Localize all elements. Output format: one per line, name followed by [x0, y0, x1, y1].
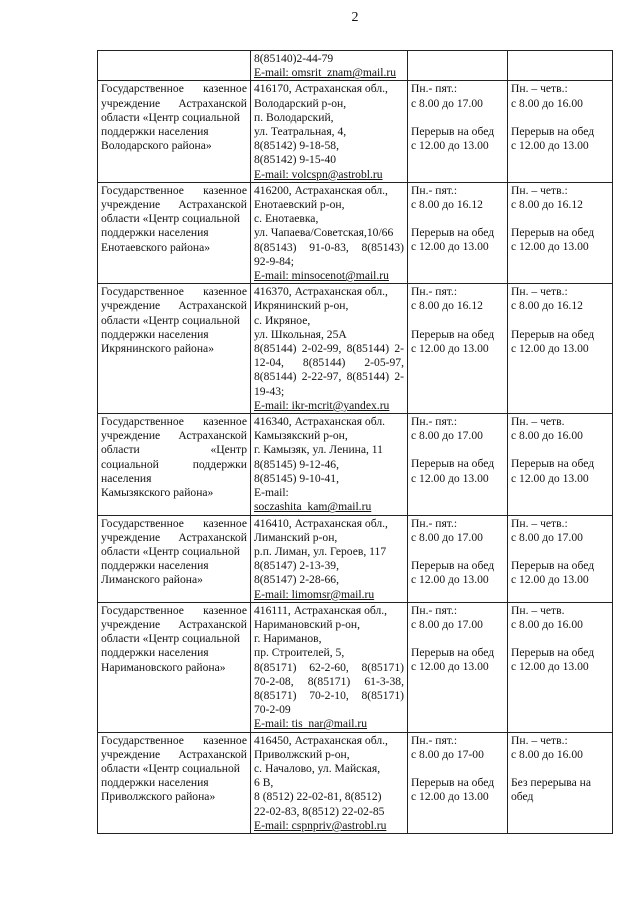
spacer	[411, 545, 504, 559]
address-line: 8(85147) 2-13-39,	[254, 559, 340, 573]
address-line: 92-9-84;	[254, 254, 294, 268]
address-line: 6 В,	[254, 776, 274, 790]
table-row	[98, 732, 613, 833]
work-days: Пн.- пят.:	[411, 603, 458, 617]
table-row	[98, 284, 613, 414]
lunch-break-label: Перерыв на обед	[511, 327, 595, 341]
lunch-break-label: Перерыв на обед	[411, 226, 495, 240]
spacer	[511, 443, 609, 457]
work-days: Пн.- пят.:	[411, 183, 458, 197]
address-line: 416450, Астраханская обл.,	[254, 733, 388, 747]
lunch-break-time: с 12.00 до 13.00	[411, 341, 489, 355]
address-line: 8(85147) 2-28-66,	[254, 573, 340, 587]
hours-cell	[408, 414, 508, 515]
lunch-break-label: Без перерыва на	[511, 775, 592, 789]
org-name-line: Государственное казенное	[101, 415, 247, 429]
email-link[interactable]: E-mail: limomsr@mail.ru	[254, 587, 375, 601]
hours-cell	[408, 515, 508, 602]
hours-cell	[408, 732, 508, 833]
address-line: ул. Театральная, 4,	[254, 125, 347, 139]
work-time: с 8.00 до 17.00	[411, 530, 483, 544]
address-line: 12-04, 8(85144) 2-05-97,	[254, 356, 404, 370]
address-line: р.п. Лиман, ул. Героев, 117	[254, 544, 387, 558]
work-days: Пн. – четв.	[511, 415, 565, 429]
org-name-line: поддержки населения	[101, 226, 209, 240]
spacer	[511, 632, 609, 646]
work-days: Пн.- пят.:	[411, 733, 458, 747]
spacer	[411, 111, 504, 125]
org-cell	[98, 182, 251, 283]
address-line: 8(85143) 91-0-83, 8(85143)	[254, 240, 404, 254]
lunch-break-time: с 12.00 до 13.00	[511, 341, 589, 355]
address-line: пр. Строителей, 5,	[254, 646, 345, 660]
address-line: 8(85171) 70-2-10, 8(85171)	[254, 688, 404, 702]
spacer	[511, 762, 609, 776]
org-name-line: области «Центр социальной	[101, 632, 240, 646]
address-cell	[251, 414, 408, 515]
address-line: Икрянинский р-он,	[254, 299, 349, 313]
address-line: 416170, Астраханская обл.,	[254, 82, 388, 96]
address-line: 8(85144) 2-22-97, 8(85144) 2-	[254, 370, 404, 384]
lunch-break-time: с 12.00 до 13.00	[511, 139, 589, 153]
table-row	[98, 182, 613, 283]
address-cell	[251, 182, 408, 283]
work-days: Пн. – четв.:	[511, 516, 568, 530]
lunch-break-label: Перерыв на обед	[411, 327, 495, 341]
lunch-break-label: Перерыв на обед	[411, 646, 495, 660]
spacer	[511, 212, 609, 226]
lunch-break-label: Перерыв на обед	[411, 124, 495, 138]
org-cell	[98, 81, 251, 182]
address-cell	[251, 732, 408, 833]
work-days: Пн. – четв.:	[511, 733, 568, 747]
institutions-table	[97, 50, 613, 834]
address-line: с. Енотаевка,	[254, 212, 319, 226]
hours-cell-alt	[508, 602, 613, 732]
org-cell	[98, 515, 251, 602]
address-line: с. Началово, ул. Майская,	[254, 761, 381, 775]
address-line: 8(85142) 9-15-40	[254, 153, 337, 167]
address-line: 8(85144) 2-02-99, 8(85144) 2-	[254, 342, 404, 356]
org-name-line: Государственное казенное	[101, 733, 247, 747]
email-link[interactable]: E-mail: ikr-mcrit@yandex.ru	[254, 398, 390, 412]
lunch-break-time: с 12.00 до 13.00	[411, 139, 489, 153]
org-name-line: области «Центр	[101, 443, 247, 457]
lunch-break-time: с 12.00 до 13.00	[511, 240, 589, 254]
org-cell	[98, 602, 251, 732]
org-name-line: области «Центр социальной	[101, 761, 240, 775]
work-time: с 8.00 до 17.00	[511, 530, 583, 544]
lunch-break-time: с 12.00 до 13.00	[511, 471, 589, 485]
org-name-line: Володарского района»	[101, 139, 212, 153]
work-time: с 8.00 до 17.00	[411, 429, 483, 443]
address-line: ул. Школьная, 25А	[254, 327, 347, 341]
address-line: г. Камызяк, ул. Ленина, 11	[254, 443, 383, 457]
lunch-break-time: с 12.00 до 13.00	[411, 471, 489, 485]
work-time: с 8.00 до 16.00	[511, 747, 583, 761]
hours-cell-alt	[508, 51, 613, 81]
work-time: с 8.00 до 16.12	[411, 198, 483, 212]
hours-cell-alt	[508, 284, 613, 414]
org-cell	[98, 284, 251, 414]
hours-cell	[408, 182, 508, 283]
lunch-break-label: Перерыв на обед	[511, 124, 595, 138]
hours-cell-alt	[508, 81, 613, 182]
work-time: с 8.00 до 17.00	[411, 96, 483, 110]
work-time: с 8.00 до 16.00	[511, 617, 583, 631]
work-days: Пн. – четв.:	[511, 82, 568, 96]
spacer	[411, 762, 504, 776]
address-line: 416370, Астраханская обл.,	[254, 285, 388, 299]
address-cell	[251, 515, 408, 602]
hours-cell	[408, 51, 508, 81]
table-row	[98, 414, 613, 515]
email-link[interactable]: E-mail: volcspn@astrobl.ru	[254, 167, 383, 181]
spacer	[511, 314, 609, 328]
address-line: 22-02-83, 8(8512) 22-02-85	[254, 804, 385, 818]
org-name-line: поддержки населения	[101, 125, 209, 139]
org-name-line: области «Центр социальной	[101, 110, 240, 124]
spacer	[511, 545, 609, 559]
lunch-break-time: с 12.00 до 13.00	[411, 790, 489, 804]
hours-cell-alt	[508, 515, 613, 602]
lunch-break-label: Перерыв на обед	[511, 457, 595, 471]
org-name-line: социальной поддержки	[101, 457, 247, 471]
table-body	[98, 51, 613, 834]
work-time: с 8.00 до 16.00	[511, 429, 583, 443]
hours-cell	[408, 284, 508, 414]
work-days: Пн.- пят.:	[411, 415, 458, 429]
org-name-line: поддержки населения	[101, 646, 209, 660]
hours-cell	[408, 81, 508, 182]
lunch-break-time: обед	[511, 790, 534, 804]
lunch-break-time: с 12.00 до 13.00	[511, 660, 589, 674]
address-line: 416111, Астраханская обл.,	[254, 603, 388, 617]
org-name-line: Государственное казенное	[101, 516, 247, 530]
work-time: с 8.00 до 16.12	[411, 299, 483, 313]
work-time: с 8.00 до 17-00	[411, 747, 484, 761]
spacer	[411, 632, 504, 646]
work-days: Пн.- пят.:	[411, 82, 458, 96]
address-line: Лиманский р-он,	[254, 530, 338, 544]
org-name-line: учреждение Астраханской	[101, 96, 247, 110]
address-line: E-mail:	[254, 486, 289, 500]
lunch-break-label: Перерыв на обед	[511, 558, 595, 572]
org-name-line: учреждение Астраханской	[101, 429, 247, 443]
org-name-line: Камызякского района»	[101, 486, 214, 500]
work-days: Пн. – четв.:	[511, 285, 568, 299]
org-cell	[98, 732, 251, 833]
address-line: 70-2-08, 8(85171) 61-3-38,	[254, 674, 404, 688]
org-name-line: Лиманского района»	[101, 573, 203, 587]
spacer	[511, 111, 609, 125]
email-link[interactable]: E-mail: omsrit_znam@mail.ru	[254, 66, 397, 80]
address-cell	[251, 51, 408, 81]
work-time: с 8.00 до 16.00	[511, 96, 583, 110]
org-cell	[98, 414, 251, 515]
address-cell	[251, 602, 408, 732]
address-cell	[251, 81, 408, 182]
address-cell	[251, 284, 408, 414]
org-cell	[98, 51, 251, 81]
address-line: 416340, Астраханская обл.	[254, 415, 386, 429]
org-name-line: учреждение Астраханской	[101, 299, 247, 313]
org-name-line: Государственное казенное	[101, 603, 247, 617]
address-line: 8 (8512) 22-02-81, 8(8512)	[254, 790, 382, 804]
work-days: Пн. – четв.	[511, 603, 565, 617]
org-name-line: Наримановского района»	[101, 660, 226, 674]
org-name-line: поддержки населения	[101, 327, 209, 341]
lunch-break-time: с 12.00 до 13.00	[411, 573, 489, 587]
address-line: 8(85142) 9-18-58,	[254, 139, 340, 153]
work-days: Пн. – четв.:	[511, 183, 568, 197]
address-line: Наримановский р-он,	[254, 617, 360, 631]
lunch-break-label: Перерыв на обед	[411, 775, 495, 789]
org-name-line: Государственное казенное	[101, 285, 247, 299]
org-name-line: учреждение Астраханской	[101, 747, 247, 761]
email-link[interactable]: E-mail: tis_nar@mail.ru	[254, 717, 368, 731]
address-line: 8(85145) 9-10-41,	[254, 471, 340, 485]
address-line: 70-2-09	[254, 703, 291, 717]
phone-text: 8(85140)2-44-79	[254, 52, 334, 65]
org-name-line: области «Центр социальной	[101, 313, 240, 327]
work-days: Пн.- пят.:	[411, 285, 458, 299]
org-name-line: Енотаевского района»	[101, 240, 211, 254]
table-row	[98, 602, 613, 732]
hours-cell	[408, 602, 508, 732]
work-time: с 8.00 до 17.00	[411, 617, 483, 631]
spacer	[411, 212, 504, 226]
address-line: 416200, Астраханская обл.,	[254, 183, 388, 197]
address-line: п. Володарский,	[254, 110, 334, 124]
org-name-line: Приволжского района»	[101, 790, 216, 804]
org-name-line: населения	[101, 471, 152, 485]
table-row	[98, 81, 613, 182]
org-name-line: учреждение Астраханской	[101, 198, 247, 212]
address-line: Камызякский р-он,	[254, 429, 348, 443]
address-line: 19-43;	[254, 384, 285, 398]
lunch-break-label: Перерыв на обед	[511, 646, 595, 660]
address-line: 8(85171) 62-2-60, 8(85171)	[254, 660, 404, 674]
address-line: Енотаевский р-он,	[254, 198, 345, 212]
hours-cell-alt	[508, 182, 613, 283]
lunch-break-time: с 12.00 до 13.00	[411, 660, 489, 674]
lunch-break-label: Перерыв на обед	[411, 558, 495, 572]
hours-cell-alt	[508, 732, 613, 833]
org-name-line: учреждение Астраханской	[101, 617, 247, 631]
spacer	[411, 314, 504, 328]
spacer	[411, 443, 504, 457]
address-line: г. Нариманов,	[254, 632, 322, 646]
org-name-line: Государственное казенное	[101, 82, 247, 96]
address-line: 8(85145) 9-12-46,	[254, 457, 340, 471]
email-link[interactable]: E-mail: minsocenot@mail.ru	[254, 269, 389, 283]
address-line: 416410, Астраханская обл.,	[254, 516, 388, 530]
address-line: с. Икряное,	[254, 313, 311, 327]
table-row-continuation	[98, 51, 613, 81]
page-number: 2	[351, 10, 359, 25]
org-name-line: Икрянинского района»	[101, 342, 214, 356]
org-name-line: области «Центр социальной	[101, 544, 240, 558]
lunch-break-time: с 12.00 до 13.00	[511, 573, 589, 587]
work-days: Пн.- пят.:	[411, 516, 458, 530]
work-time: с 8.00 до 16.12	[511, 198, 583, 212]
work-time: с 8.00 до 16.12	[511, 299, 583, 313]
lunch-break-time: с 12.00 до 13.00	[411, 240, 489, 254]
email-link[interactable]: E-mail: cspnpriv@astrobl.ru	[254, 818, 387, 832]
org-name-line: Государственное казенное	[101, 183, 247, 197]
org-name-line: поддержки населения	[101, 559, 209, 573]
hours-cell-alt	[508, 414, 613, 515]
address-line: Володарский р-он,	[254, 96, 347, 110]
lunch-break-label: Перерыв на обед	[411, 457, 495, 471]
address-line: ул. Чапаева/Советская,10/66	[254, 226, 394, 240]
email-link[interactable]: soczashita_kam@mail.ru	[254, 500, 372, 514]
org-name-line: учреждение Астраханской	[101, 530, 247, 544]
address-line: Приволжский р-он,	[254, 747, 350, 761]
table-row	[98, 515, 613, 602]
lunch-break-label: Перерыв на обед	[511, 226, 595, 240]
org-name-line: поддержки населения	[101, 776, 209, 790]
org-name-line: области «Центр социальной	[101, 212, 240, 226]
